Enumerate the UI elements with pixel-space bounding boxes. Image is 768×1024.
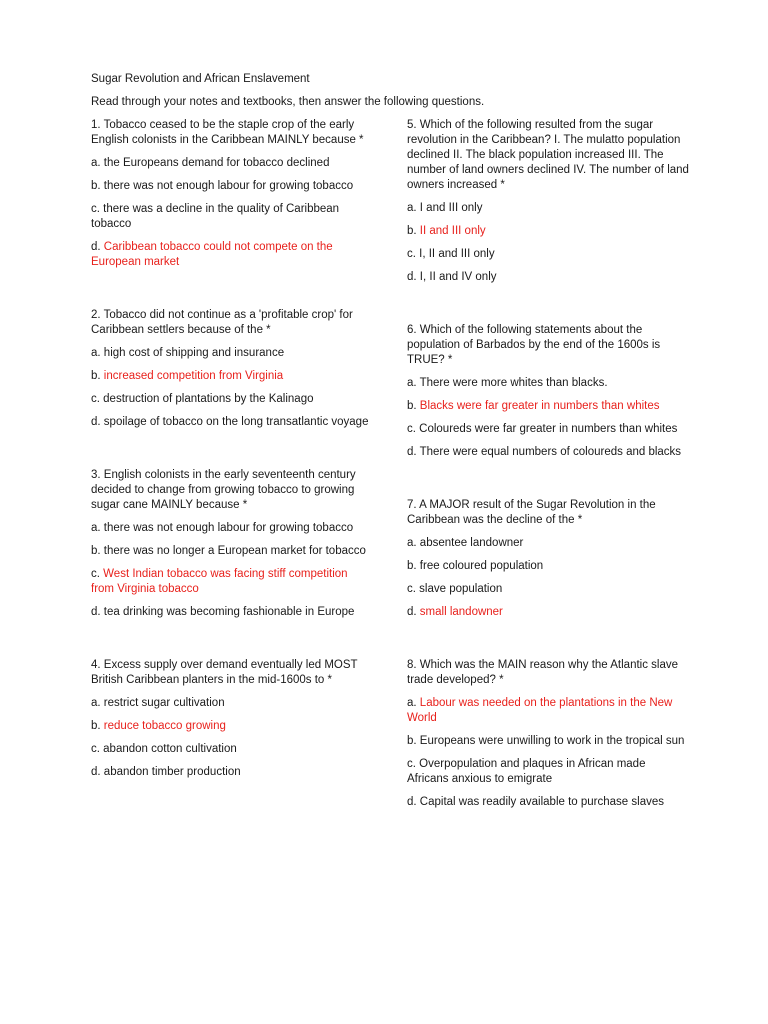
- question-text: 3. English colonists in the early seventeenth century decided to change from growing tobacco to growing sugar cane MAINLY because *: [91, 469, 356, 511]
- question-spacer: [91, 278, 373, 308]
- option-letter: c.: [407, 758, 416, 770]
- answer-option-d: [91, 765, 373, 780]
- option-letter: b.: [407, 225, 417, 237]
- answer-option-b: [91, 369, 373, 384]
- option-text: there was not enough labour for growing tobacco: [103, 180, 354, 192]
- option-letter: c.: [407, 248, 416, 260]
- option-letter: d.: [407, 446, 417, 458]
- answer-option-c: [91, 202, 373, 232]
- answer-option-b: [407, 734, 689, 749]
- option-letter: d.: [91, 766, 101, 778]
- answer-option-d: [407, 795, 689, 810]
- correct-answer-text: increased competition from Virginia: [103, 370, 284, 382]
- question-text: 6. Which of the following statements about the population of Barbados by the end of the 1600s is TRUE? *: [407, 324, 661, 366]
- answer-option-d: [91, 605, 373, 620]
- option-text: Europeans were unwilling to work in the tropical sun: [419, 735, 685, 747]
- option-letter: b.: [407, 735, 417, 747]
- option-text: the Europeans demand for tobacco declined: [103, 157, 330, 169]
- question-spacer: [407, 468, 689, 498]
- option-text: destruction of plantations by the Kalinago: [103, 393, 314, 405]
- option-letter: c.: [91, 393, 100, 405]
- option-text: there was not enough labour for growing tobacco: [103, 522, 354, 534]
- option-text: there was no longer a European market for tobacco: [103, 545, 366, 557]
- page-title: Sugar Revolution and African Enslavement: [91, 73, 310, 85]
- question-spacer: [407, 293, 689, 323]
- question-spacer: [91, 628, 373, 658]
- instructions: Read through your notes and textbooks, then answer the following questions.: [91, 96, 485, 108]
- answer-option-d: [407, 270, 689, 285]
- question-5: [407, 118, 689, 285]
- option-letter: b.: [91, 370, 101, 382]
- option-letter: c.: [91, 743, 100, 755]
- question-8: [407, 658, 689, 810]
- answer-option-c: [407, 247, 689, 262]
- question-6: [407, 323, 689, 460]
- option-letter: b.: [91, 180, 101, 192]
- answer-option-a: [407, 536, 689, 551]
- answer-option-b: [407, 559, 689, 574]
- option-text: I, II and IV only: [419, 271, 497, 283]
- answer-option-a: [91, 521, 373, 536]
- right-column: [407, 118, 689, 818]
- answer-option-a: [91, 696, 373, 711]
- option-letter: c.: [91, 203, 100, 215]
- option-text: free coloured population: [419, 560, 544, 572]
- answer-option-b: [91, 719, 373, 734]
- option-text: spoilage of tobacco on the long transatlantic voyage: [103, 416, 369, 428]
- answer-option-b: [91, 179, 373, 194]
- question-7: [407, 498, 689, 620]
- question-3: [91, 468, 373, 620]
- answer-option-c: [407, 422, 689, 437]
- option-letter: a.: [91, 697, 101, 709]
- correct-answer-text: Caribbean tobacco could not compete on the European market: [91, 241, 333, 268]
- question-text: 5. Which of the following resulted from the sugar revolution in the Caribbean? I. The mulatto population declined II. The black population increased III. The number of land owners declined IV. The number of land owners increased *: [407, 119, 689, 191]
- answer-option-b: [407, 224, 689, 239]
- option-text: I, II and III only: [419, 248, 495, 260]
- option-text: high cost of shipping and insurance: [103, 347, 285, 359]
- option-letter: a.: [91, 347, 101, 359]
- option-letter: d.: [91, 241, 101, 253]
- option-letter: d.: [91, 416, 101, 428]
- answer-option-c: [407, 757, 689, 787]
- question-1: [91, 118, 373, 270]
- option-letter: c.: [407, 583, 416, 595]
- option-letter: b.: [91, 545, 101, 557]
- answer-option-d: [407, 605, 689, 620]
- correct-answer-text: reduce tobacco growing: [103, 720, 226, 732]
- correct-answer-text: Labour was needed on the plantations in the New World: [407, 697, 673, 724]
- option-letter: a.: [407, 537, 417, 549]
- left-column: [91, 118, 373, 788]
- question-text: 2. Tobacco did not continue as a 'profitable crop' for Caribbean settlers because of the *: [91, 309, 353, 336]
- answer-option-b: [91, 544, 373, 559]
- correct-answer-text: West Indian tobacco was facing stiff competition from Virginia tobacco: [91, 568, 348, 595]
- option-letter: d.: [407, 271, 417, 283]
- option-letter: b.: [91, 720, 101, 732]
- option-letter: c.: [91, 568, 100, 580]
- answer-option-c: [91, 567, 373, 597]
- question-spacer: [407, 628, 689, 658]
- correct-answer-text: Blacks were far greater in numbers than whites: [419, 400, 660, 412]
- option-text: abandon cotton cultivation: [103, 743, 237, 755]
- question-2: [91, 308, 373, 430]
- option-letter: a.: [91, 157, 101, 169]
- answer-option-d: [91, 415, 373, 430]
- option-text: Coloureds were far greater in numbers than whites: [419, 423, 678, 435]
- question-text: 4. Excess supply over demand eventually led MOST British Caribbean planters in the mid-1600s to *: [91, 659, 358, 686]
- option-text: absentee landowner: [419, 537, 524, 549]
- option-letter: c.: [407, 423, 416, 435]
- answer-option-b: [407, 399, 689, 414]
- answer-option-d: [91, 240, 373, 270]
- option-text: Capital was readily available to purchase slaves: [419, 796, 664, 808]
- answer-option-c: [407, 582, 689, 597]
- correct-answer-text: II and III only: [419, 225, 486, 237]
- option-letter: a.: [91, 522, 101, 534]
- question-text: 8. Which was the MAIN reason why the Atlantic slave trade developed? *: [407, 659, 679, 686]
- question-text: 7. A MAJOR result of the Sugar Revolution in the Caribbean was the decline of the *: [407, 499, 656, 526]
- question-4: [91, 658, 373, 780]
- option-letter: a.: [407, 377, 417, 389]
- answer-option-a: [407, 696, 689, 726]
- option-text: restrict sugar cultivation: [103, 697, 225, 709]
- answer-option-a: [91, 156, 373, 171]
- option-letter: d.: [407, 606, 417, 618]
- option-text: there was a decline in the quality of Caribbean tobacco: [91, 203, 340, 230]
- option-letter: a.: [407, 202, 417, 214]
- question-text: 1. Tobacco ceased to be the staple crop of the early English colonists in the Caribbean MAINLY because *: [91, 119, 364, 146]
- option-letter: b.: [407, 400, 417, 412]
- answer-option-a: [91, 346, 373, 361]
- option-text: There were equal numbers of coloureds and blacks: [419, 446, 682, 458]
- option-text: Overpopulation and plaques in African made Africans anxious to emigrate: [407, 758, 646, 785]
- answer-option-c: [91, 392, 373, 407]
- option-text: slave population: [419, 583, 503, 595]
- question-spacer: [91, 438, 373, 468]
- option-text: I and III only: [419, 202, 483, 214]
- option-letter: a.: [407, 697, 417, 709]
- option-text: abandon timber production: [103, 766, 241, 778]
- option-letter: d.: [407, 796, 417, 808]
- option-letter: d.: [91, 606, 101, 618]
- answer-option-c: [91, 742, 373, 757]
- option-letter: b.: [407, 560, 417, 572]
- answer-option-d: [407, 445, 689, 460]
- correct-answer-text: small landowner: [419, 606, 503, 618]
- answer-option-a: [407, 201, 689, 216]
- answer-option-a: [407, 376, 689, 391]
- option-text: tea drinking was becoming fashionable in Europe: [103, 606, 355, 618]
- option-text: There were more whites than blacks.: [419, 377, 608, 389]
